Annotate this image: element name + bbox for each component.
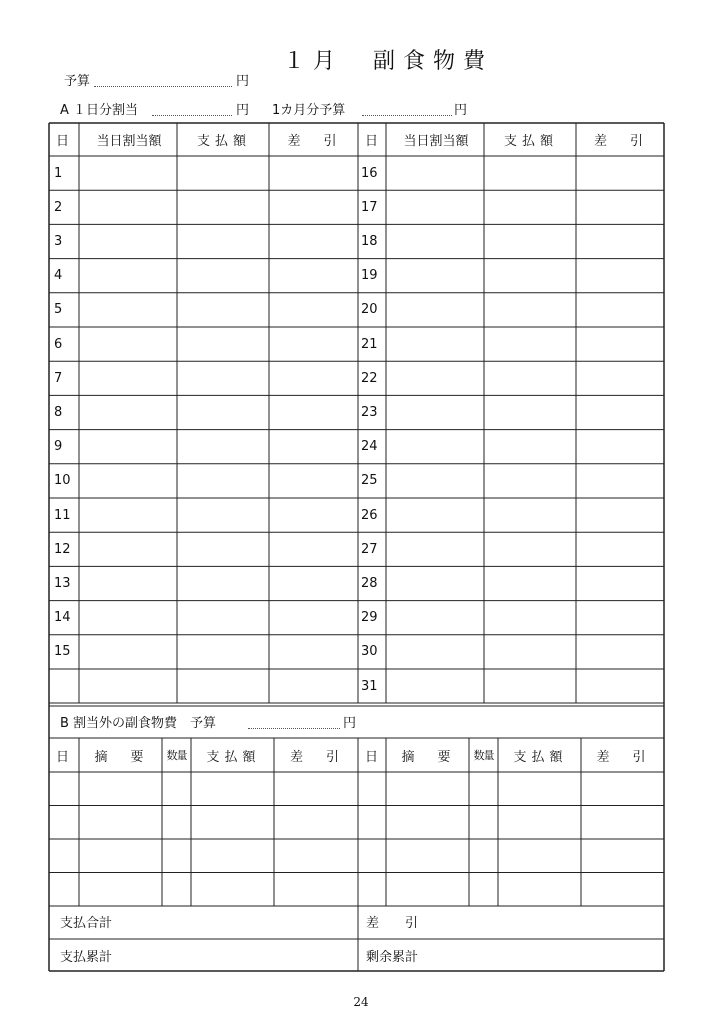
b-header-right-3: 支払額 [513,749,568,765]
day-number: 17 [361,199,378,215]
b-header-left-3: 支払額 [206,749,261,765]
section-b-budget-unit: 円 [343,716,357,731]
day-number: 12 [54,541,71,557]
b-header-left-4: 差 引 [289,749,344,765]
day-number: 13 [54,575,71,591]
day-number: 25 [361,473,378,489]
header-left-1: 当日割当額 [96,134,162,149]
day-number: 23 [361,404,378,420]
budget-unit: 円 [236,74,250,89]
day-number: 5 [54,302,63,318]
header-right-0: 日 [365,134,379,149]
day-number: 29 [361,610,378,626]
difference-label: 差 引 [366,916,419,931]
day-number [54,669,76,703]
budget-label: 予算 [64,74,91,89]
day-number: 7 [54,370,63,386]
day-number: 18 [361,233,378,249]
day-number: 15 [54,644,71,660]
day-number: 11 [54,507,71,523]
pay-cumulative-label: 支払累計 [60,950,113,965]
day-number: 6 [54,336,63,352]
day-number: 30 [361,644,378,660]
b-header-left-1: 摘 要 [94,749,149,765]
section-b-budget-field [248,728,340,729]
day-number: 28 [361,575,378,591]
day-number: 19 [361,268,378,284]
page-number: 24 [353,995,369,1009]
day-number: 4 [54,268,63,284]
day-number: 24 [361,439,378,455]
day-number: 20 [361,302,378,318]
b-header-right-2: 数量 [473,749,494,762]
header-left-3: 差 引 [287,134,342,149]
day-number: 31 [361,678,378,694]
header-right-2: 支払額 [503,134,558,149]
b-header-right-1: 摘 要 [401,749,456,765]
b-header-right-4: 差 引 [596,749,651,765]
day-number: 1 [54,165,63,181]
monthly-budget-unit: 円 [454,103,468,118]
header-right-3: 差 引 [593,134,648,149]
b-header-right-0: 日 [365,749,379,765]
day-number: 3 [54,233,63,249]
day-number: 14 [54,610,71,626]
day-number: 16 [361,165,378,181]
day-number: 27 [361,541,378,557]
day-number: 2 [54,199,63,215]
day-number: 10 [54,473,71,489]
day-number: 8 [54,404,63,420]
day-number: 21 [361,336,378,352]
daily-allocation-label: A １日分割当 [60,103,139,118]
page-title: １月 副食物費 [283,49,494,74]
header-left-0: 日 [56,134,70,149]
remaining-cumulative-label: 剰余累計 [366,950,419,965]
section-b-label: B 割当外の副食物費 予算 [60,716,217,731]
pay-total-label: 支払合計 [60,916,113,931]
daily-allocation-unit: 円 [236,103,250,118]
monthly-budget-label: 1カ月分予算 [272,103,346,118]
day-number: 9 [54,439,63,455]
day-number: 26 [361,507,378,523]
header-left-2: 支払額 [196,134,251,149]
day-number: 22 [361,370,378,386]
b-header-left-2: 数量 [166,749,187,762]
b-header-left-0: 日 [56,749,70,765]
header-right-1: 当日割当額 [403,134,469,149]
